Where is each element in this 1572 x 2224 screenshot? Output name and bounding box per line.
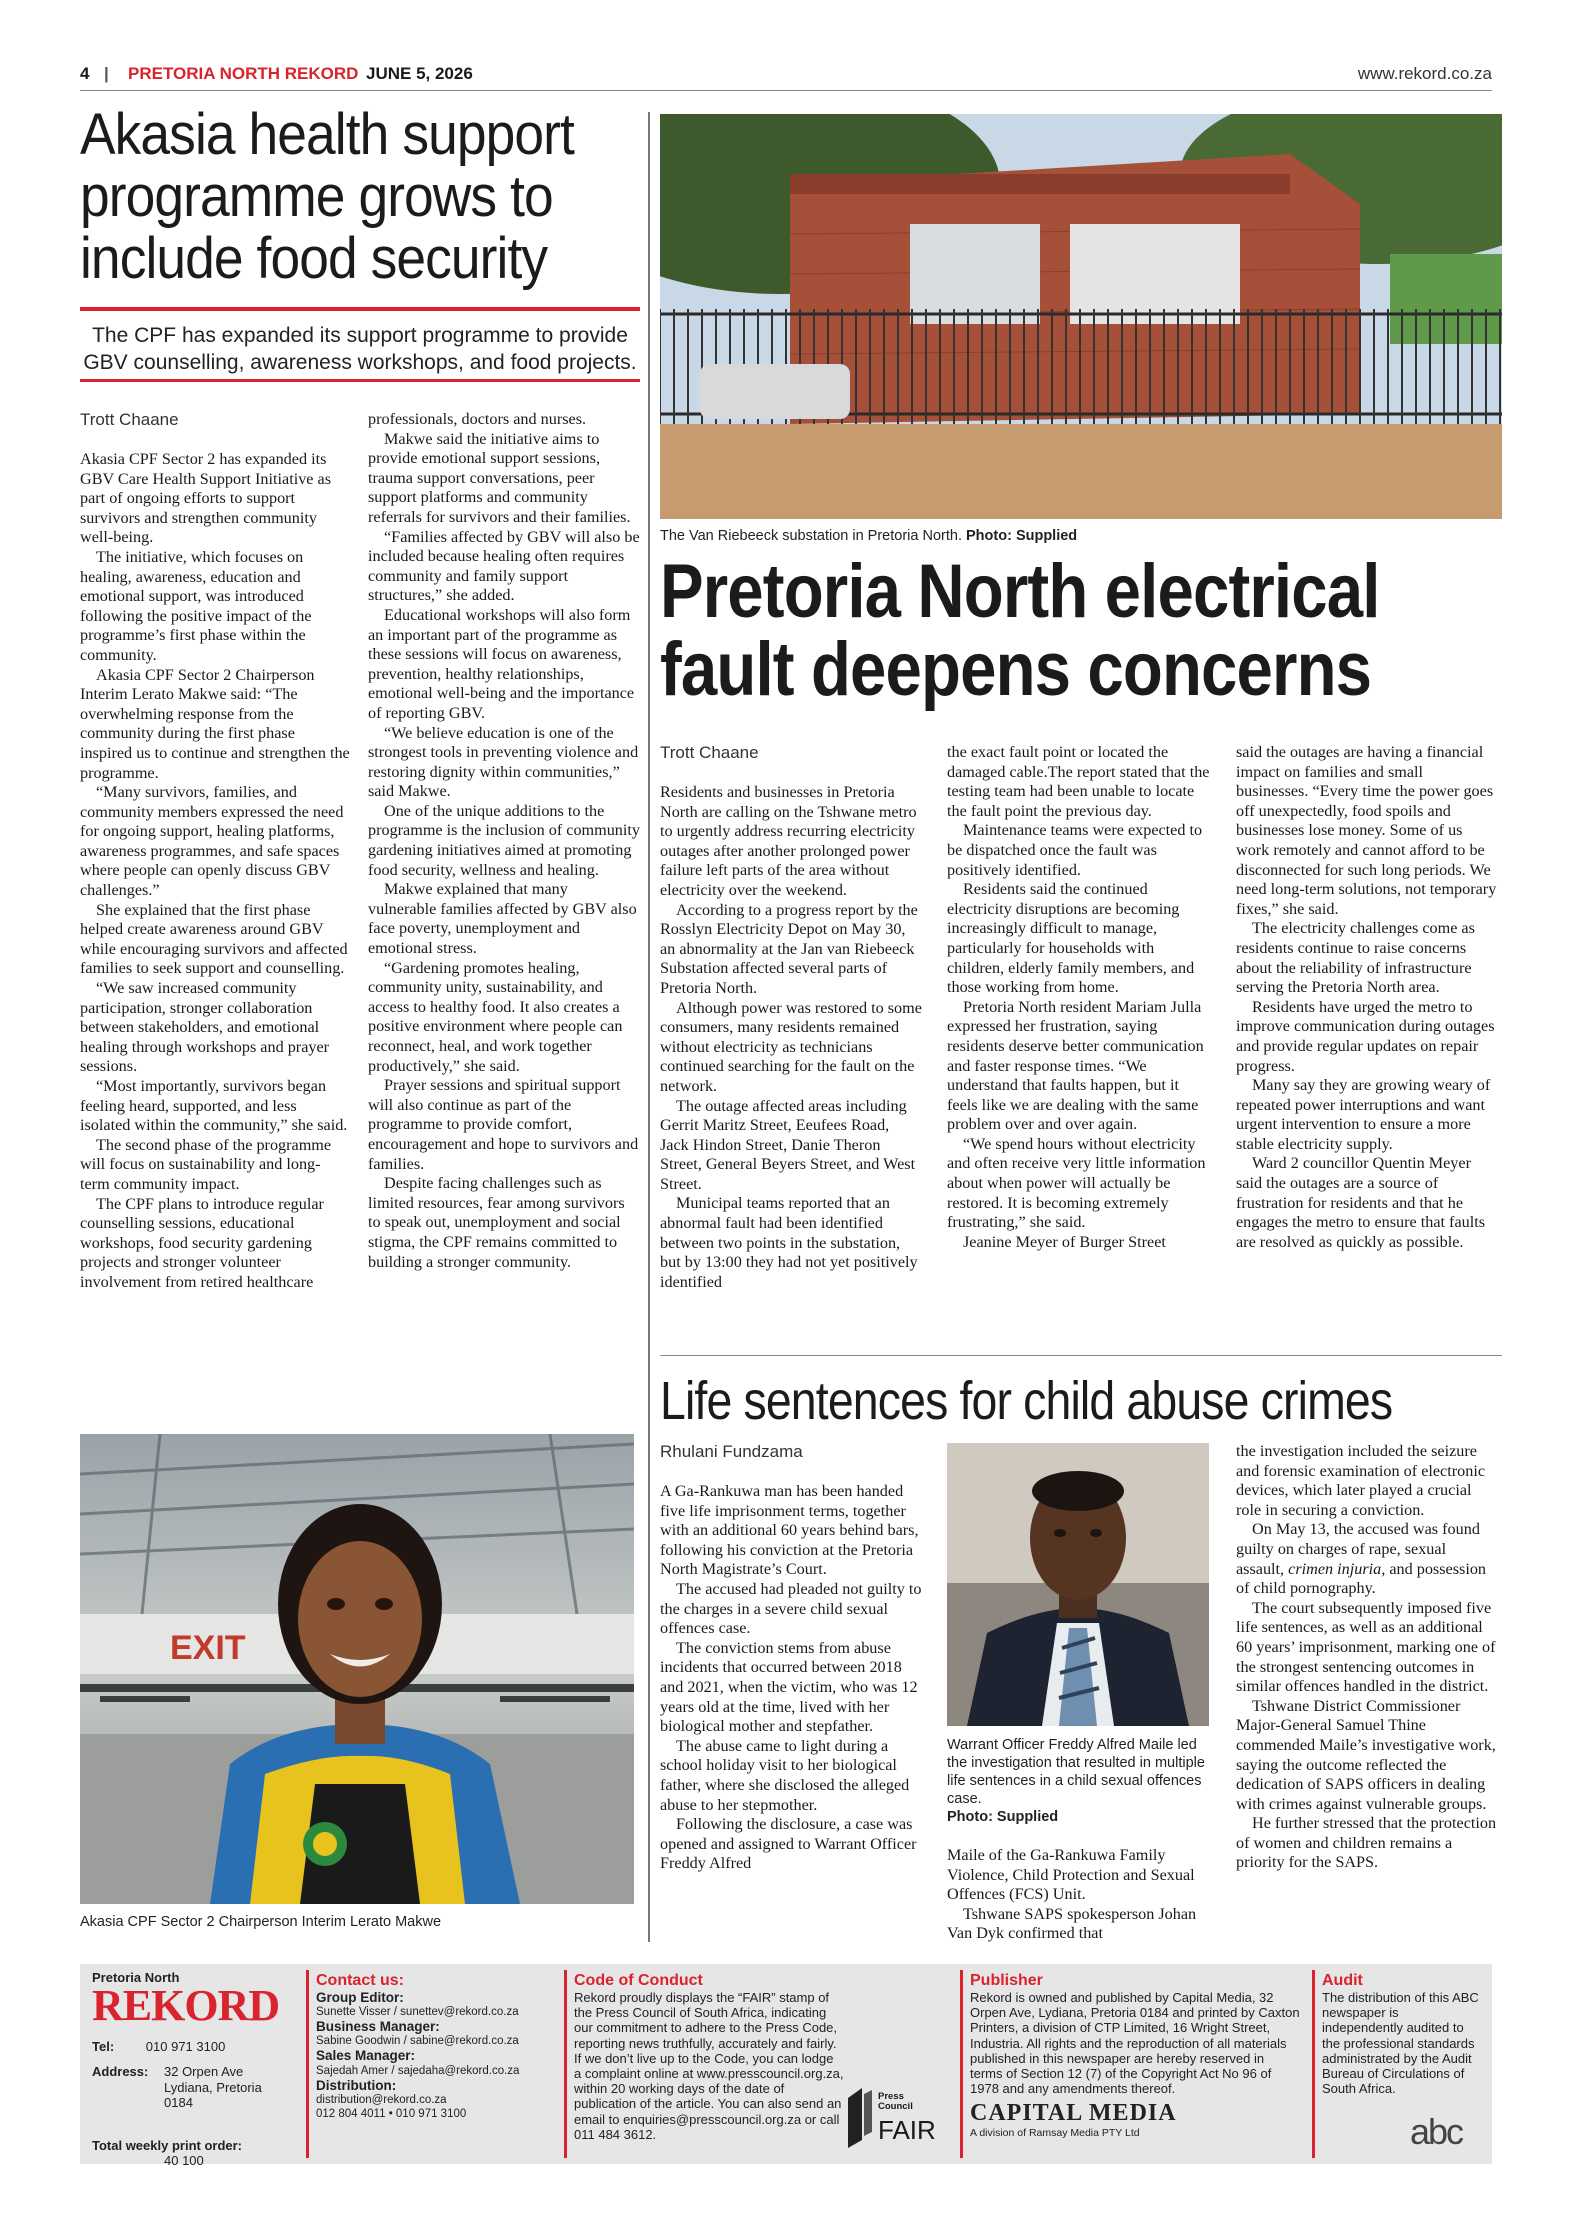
address-line-1: 32 Orpen Ave xyxy=(164,2064,244,2080)
story3-col3-p2-after: and possession of child pornography. xyxy=(1236,1559,1487,1598)
story3-col3-p2-before: On May 13, the accused was found guilty on charges of rape, sexual assault, xyxy=(1236,1520,1480,1578)
story1-photo xyxy=(80,1434,634,1904)
sales-manager-label: Sales Manager: xyxy=(316,2048,416,2064)
paragraph: The court subsequently imposed five life sentences, as well as an additional 60 years’ imprisonment, marking one of the strongest sentencing outcomes in similar offences handled in the district. xyxy=(1236,1598,1496,1696)
paragraph: The abuse came to light during a school holiday visit to her biological father, where she disclosed the alleged abuse to her stepmother. xyxy=(660,1736,910,1814)
paragraph: The initiative, which focuses on healing, awareness, education and emotional support, was introduced following the positive impact of the programme’s first phase within the community. xyxy=(80,547,312,664)
address-line-2: Lydiana, Pretoria xyxy=(164,2079,262,2095)
address-lines xyxy=(164,2064,262,2110)
paragraph: The outage affected areas including Gerrit Maritz Street, Eeufees Road, Jack Hindon Street, Danie Theron Street, General Beyers Street, and West Street. xyxy=(660,1096,916,1193)
paragraph: The second phase of the programme will focus on sustainability and long-term community impact. xyxy=(80,1135,332,1193)
paragraph: Tshwane SAPS spokesperson Johan Van Dyk confirmed that xyxy=(947,1904,1197,1943)
story3-headline: Life sentences for child abuse crimes xyxy=(660,1371,1393,1431)
footer-publisher-block xyxy=(970,1972,1300,2142)
publisher-text: Rekord is owned and published by Capital Media, 32 Orpen Ave, Lydiana, Pretoria 0184 and printed by Caxton Printers, a division of CTP Limited, 16 Wright Street, Industria. All rights and the reproduction of all materials published in this newspaper are hereby reserved in terms of Section 12 (7) of the Copyright Act No 96 of 1978 and any amendments thereof. xyxy=(970,1990,1300,2097)
footer-conduct-block xyxy=(574,1972,844,2142)
paragraph: the exact fault point or located the damaged cable.The report stated that the testing team had been unable to locate the fault point the previous day. xyxy=(947,743,1210,820)
paragraph: “We saw increased community participation, stronger collaboration between stakeholders, and emotional healing through workshops and prayer sessions. xyxy=(80,979,330,1076)
story3-photo xyxy=(947,1443,1209,1726)
substation-building-image xyxy=(660,114,1502,519)
paragraph: Residents and businesses in Pretoria North are calling on the Tshwane metro to urgently address recurring electricity outages after another prolonged power failure left parts of the area without electricity over the weekend. xyxy=(660,783,917,899)
officer-portrait-image xyxy=(947,1443,1209,1726)
paragraph: A Ga-Rankuwa man has been handed five life imprisonment terms, together with an additional 60 years behind bars, following his conviction at the Pretoria North Magistrate’s Court. xyxy=(660,1482,919,1579)
story3-col3-rest xyxy=(1236,1599,1498,1873)
story2-column-2 xyxy=(947,743,1211,1252)
press-council-mark-icon xyxy=(844,2084,874,2150)
header-rule xyxy=(80,90,1492,91)
paragraph: Maintenance teams were expected to be dispatched once the fault was positively identified. xyxy=(947,821,1203,879)
story2-column-1 xyxy=(660,783,922,1292)
audit-text: The distribution of this ABC newspaper is independently audited to the professional standards administrated by the Audit Bureau of Circulations of South Africa. xyxy=(1322,1990,1479,2097)
paragraph: Prayer sessions and spiritual support will also continue as part of the programme to provide comfort, encouragement and hope to survivors and families. xyxy=(368,1076,639,1173)
print-order-value: 40 100 xyxy=(164,2152,204,2168)
story3-column-3 xyxy=(1236,1442,1498,1873)
paragraph: Despite facing challenges such as limited resources, fear among survivors to speak out, unemployment and social stigma, the CPF remains committed to building a stronger community. xyxy=(368,1174,625,1271)
exit-sign-text: EXIT xyxy=(170,1629,246,1667)
conduct-title: Code of Conduct xyxy=(574,1972,703,1989)
story-separator-rule xyxy=(660,1355,1502,1356)
paragraph: Residents have urged the metro to improve communication during outages and provide regular updates on repair progress. xyxy=(1236,997,1495,1075)
press-council-fair-logo xyxy=(844,2084,934,2154)
story1-red-rule-top xyxy=(80,307,640,311)
story3-photo-credit: Photo: Supplied xyxy=(947,1809,1059,1825)
paragraph: Makwe explained that many vulnerable families affected by GBV also face poverty, unemployment and emotional stress. xyxy=(368,880,637,958)
distribution-label: Distribution: xyxy=(316,2077,397,2093)
paragraph: Jeanine Meyer of Burger Street xyxy=(963,1232,1166,1251)
paragraph: Akasia CPF Sector 2 Chairperson Interim Lerato Makwe said: “The overwhelming response from the community during the first phase inspired us to continue and strengthen the programme. xyxy=(80,665,350,782)
group-editor-contact[interactable]: Sunette Visser / sunettev@rekord.co.za xyxy=(316,2006,519,2019)
business-manager-label: Business Manager: xyxy=(316,2019,440,2035)
story3-column-1 xyxy=(660,1482,922,1874)
paragraph: “Most importantly, survivors began feeling heard, supported, and less isolated within the community,” she said. xyxy=(80,1077,348,1135)
paragraph: The accused had pleaded not guilty to the charges in a severe child sexual offences case. xyxy=(660,1579,922,1638)
press-council-text: Press Council xyxy=(878,2091,913,2112)
business-manager-contact[interactable]: Sabine Goodwin / sabine@rekord.co.za xyxy=(316,2035,519,2048)
page-header xyxy=(80,60,1492,92)
paragraph: “Many survivors, families, and community members expressed the need for ongoing support, healing platforms, awareness programmes, and safe spaces where people can openly discuss GBV challenges.” xyxy=(80,783,344,900)
footer-audit-block xyxy=(1322,1972,1482,2096)
footer-divider-2 xyxy=(564,1970,567,2158)
story3-column-2 xyxy=(947,1846,1209,1944)
paragraph: Following the disclosure, a case was opened and assigned to Warrant Officer Freddy Alfred xyxy=(660,1815,917,1873)
story2-photo-caption xyxy=(660,527,1502,545)
story1-red-rule-bottom xyxy=(80,379,640,382)
story2-column-3 xyxy=(1236,743,1498,1252)
paragraph: According to a progress report by the Rosslyn Electricity Depot on May 30, an abnormality at the Jan van Riebeeck Substation affected several parts of Pretoria North. xyxy=(660,900,918,997)
story2-byline: Trott Chaane xyxy=(660,743,759,762)
capital-media-subtitle: A division of Ramsay Media PTY Ltd xyxy=(970,2127,1140,2140)
paragraph: Many say they are growing weary of repeated power interruptions and want urgent intervention to ensure a more stable electricity supply. xyxy=(1236,1076,1491,1153)
abc-logo: abc xyxy=(1410,2111,1463,2152)
paragraph: The conviction stems from abuse incidents that occurred between 2018 and 2021, when the victim, who was 12 years old at the time, lived with her biological mother and stepfather. xyxy=(660,1638,918,1736)
logo-small-text: Pretoria North xyxy=(92,1970,180,1985)
paragraph: said the outages are having a financial impact on families and small businesses. “Every time the power goes off unexpectedly, food spoils and businesses lose money. Some of us work remotely and cannot afford to be disconnected for such long periods. We need long-term solutions, not temporary fixes,” she said. xyxy=(1236,743,1497,918)
distribution-email[interactable]: distribution@rekord.co.za xyxy=(316,2093,447,2106)
group-editor-label: Group Editor: xyxy=(316,1990,404,2005)
paragraph: “We spend hours without electricity and often receive very little information about when power will actually be restored. It is becoming extremely frustrating,” she said. xyxy=(947,1134,1206,1232)
footer-tel-row xyxy=(92,2039,292,2054)
story1-byline: Trott Chaane xyxy=(80,410,179,429)
story3-col3-intro: the investigation included the seizure and forensic examination of electronic devices, which later played a crucial role in securing a conviction. xyxy=(1236,1442,1486,1519)
website-url[interactable]: www.rekord.co.za xyxy=(1357,64,1492,83)
sales-manager-contact[interactable]: Sajedah Amer / sajedaha@rekord.co.za xyxy=(316,2064,520,2077)
story3-byline: Rhulani Fundzama xyxy=(660,1442,803,1461)
paragraph: “We believe education is one of the strongest tools in preventing violence and restoring dignity within communities,” said Makwe. xyxy=(368,723,639,801)
story1-headline: Akasia health support programme grows to include food security xyxy=(80,102,574,291)
paragraph: The CPF plans to introduce regular counselling sessions, educational workshops, food security gardening projects and stronger volunteer involvement from retired healthcare xyxy=(80,1194,324,1291)
paragraph: She explained that the first phase helped create awareness around GBV while encouraging survivors and affected families to seek support and counselling. xyxy=(80,900,348,978)
masthead-footer xyxy=(80,1964,1492,2168)
story2-photo xyxy=(660,114,1502,519)
story2-headline: Pretoria North electrical fault deepens concerns xyxy=(660,549,1380,712)
print-order-label: Total weekly print order: xyxy=(92,2137,243,2153)
paragraph: professionals, doctors and nurses. xyxy=(368,410,587,428)
story1-standfirst: The CPF has expanded its support programme to provide GBV counselling, awareness workshops, and food projects. xyxy=(83,324,637,374)
story3-photo-caption xyxy=(947,1736,1209,1826)
story1-column-1 xyxy=(80,450,350,1293)
contact-title: Contact us: xyxy=(316,1972,404,1989)
tel-label: Tel: xyxy=(92,2039,115,2055)
paragraph: Educational workshops will also form an important part of the programme as these sessions will focus on awareness, prevention, healthy relationships, emotional well-being and the importance of reporting GBV. xyxy=(368,605,635,722)
paragraph: The electricity challenges come as residents continue to raise concerns about the reliability of infrastructure serving the Pretoria North area. xyxy=(1236,919,1475,997)
capital-media-logo: CAPITAL MEDIA xyxy=(970,2100,1177,2127)
story1-column-2 xyxy=(368,410,640,1272)
distribution-phone: 012 804 4011 • 010 971 3100 xyxy=(316,2107,467,2120)
footer-address-row xyxy=(92,2064,292,2110)
story2-caption-text: The Van Riebeeck substation in Pretoria North. xyxy=(660,528,962,544)
footer-divider-4 xyxy=(1312,1970,1315,2158)
publisher-title: Publisher xyxy=(970,1972,1043,1989)
story2-photo-credit: Photo: Supplied xyxy=(966,528,1078,544)
paragraph: Municipal teams reported that an abnormal fault had been identified between two points in the substation, but by 13:00 they had not yet positively identified xyxy=(660,1194,918,1291)
paragraph: Akasia CPF Sector 2 has expanded its GBV Care Health Support Initiative as part of ongoing efforts to support survivors and strengthen community well-being. xyxy=(80,450,332,547)
story3-col3-p2-italic: crimen injuria, xyxy=(1288,1559,1386,1578)
address-line-3: 0184 xyxy=(164,2094,193,2110)
paragraph: “Gardening promotes healing, community unity, sustainability, and access to healthy food. It also creates a positive environment where people can reconnect, heal, and work together productively,” she said. xyxy=(368,958,623,1075)
story3-caption-text: Warrant Officer Freddy Alfred Maile led the investigation that resulted in multiple life sentences in a child sexual offences case. xyxy=(947,1737,1205,1807)
header-separator: | xyxy=(104,64,109,83)
rekord-logo: REKORD xyxy=(92,1981,280,2031)
column-divider xyxy=(648,112,650,1942)
address-label: Address: xyxy=(92,2064,149,2080)
paragraph: One of the unique additions to the programme is the inclusion of community gardening initiatives aimed at promoting food security, wellness and healing. xyxy=(368,801,640,879)
paragraph: Ward 2 councillor Quentin Meyer said the outages are a source of frustration for residents and that he engages the metro to ensure that faults are resolved as quickly as possible. xyxy=(1236,1154,1486,1251)
tel-number: 010 971 3100 xyxy=(145,2039,226,2055)
footer-contact-block xyxy=(316,1972,556,2121)
woman-portrait-image xyxy=(80,1434,634,1904)
paragraph: He further stressed that the protection of women and children remains a priority for the SAPS. xyxy=(1236,1814,1497,1872)
paragraph: Makwe said the initiative aims to provide emotional support sessions, trauma support conversations, peer support platforms and community referrals for survivors and their families. xyxy=(368,429,631,526)
paragraph: Tshwane District Commissioner Major-General Samuel Thine commended Maile’s investigative work, saying the outcome reflected the dedication of SAPS officers in dealing with crimes against vulnerable groups. xyxy=(1236,1696,1496,1813)
paragraph: Pretoria North resident Mariam Julla expressed her frustration, saying residents deserve better communication and faster response times. “We understand that faults happen, but it feels like we are dealing with the same problem over and over again. xyxy=(947,997,1204,1134)
fair-text: FAIR xyxy=(878,2115,936,2145)
issue-date: JUNE 5, 2026 xyxy=(366,64,473,83)
footer-divider-3 xyxy=(960,1970,963,2158)
paragraph: Residents said the continued electricity disruptions are becoming increasingly difficult to manage, particularly for households with children, elderly family members, and those working from home. xyxy=(947,880,1195,997)
paragraph: Maile of the Ga-Rankuwa Family Violence, Child Protection and Sexual Offences (FCS) Unit. xyxy=(947,1846,1195,1904)
footer-logo-block xyxy=(92,1970,292,2168)
page-number: 4 xyxy=(80,64,90,83)
audit-title: Audit xyxy=(1322,1972,1363,1989)
publication-name: PRETORIA NORTH REKORD xyxy=(128,64,359,83)
story3-col3-paragraph-2 xyxy=(1236,1520,1498,1598)
story1-photo-caption: Akasia CPF Sector 2 Chairperson Interim Lerato Makwe xyxy=(80,1914,442,1930)
conduct-text: Rekord proudly displays the “FAIR” stamp of the Press Council of South Africa, indicating our commitment to adhere to the Press Code, reporting news truthfully, accurately and fairly. If we don’t live up to the Code, you can lodge a complaint online at www.presscouncil.org.za, within 20 working days of the date of publication of the article. You can also send an email to enquiries@presscouncil.org.za or call 011 484 3612. xyxy=(574,1990,844,2142)
paragraph: “Families affected by GBV will also be included because healing often requires community and family support structures,” she added. xyxy=(368,527,640,605)
paragraph: Although power was restored to some consumers, many residents remained without electricity as technicians continued searching for the fault on the network. xyxy=(660,998,922,1095)
footer-divider-1 xyxy=(306,1970,309,2158)
